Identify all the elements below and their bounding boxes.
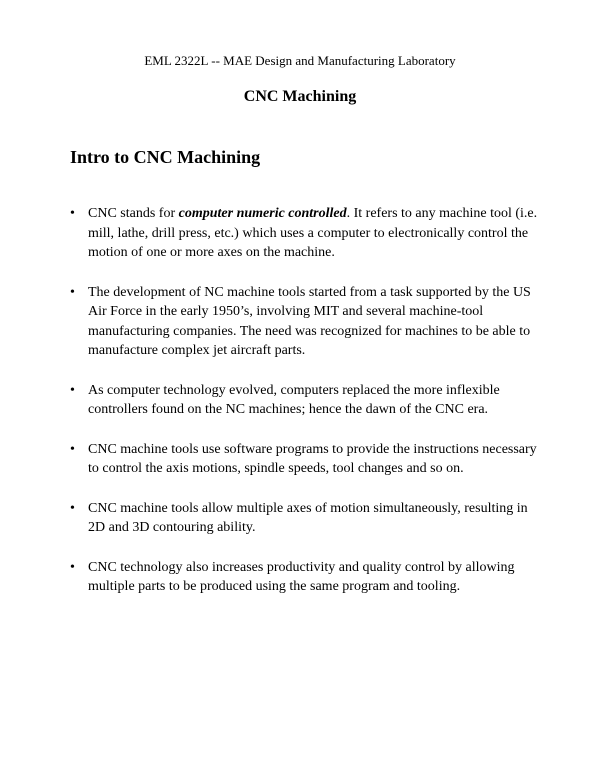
bullet-item-5 — [70, 499, 540, 538]
bullet-dot-icon: • — [70, 559, 75, 575]
bullet-item-1 — [70, 204, 540, 263]
bullet-dot-icon: • — [70, 284, 75, 300]
bullet-dot-icon: • — [70, 382, 75, 398]
bullet-text: As computer technology evolved, computers replaced the more inflexible controllers found on the NC machines; hence the dawn of the CNC era. — [88, 382, 500, 417]
bullet-item-6 — [70, 558, 540, 597]
bullet-text: CNC machine tools use software programs to provide the instructions necessary to control the axis motions, spindle speeds, tool changes and so on. — [88, 441, 537, 476]
bullet-text: CNC technology also increases productivity and quality control by allowing multiple parts to be produced using the same program and tooling. — [88, 559, 515, 594]
bullet-text: CNC machine tools allow multiple axes of motion simultaneously, resulting in 2D and 3D contouring ability. — [88, 500, 528, 535]
section-heading: Intro to CNC Machining — [70, 147, 261, 167]
bullet-dot-icon: • — [70, 500, 75, 516]
bullet-dot-icon: • — [70, 206, 75, 221]
bullet-text: The development of NC machine tools started from a task supported by the US Air Force in the early 1950’s, involving MIT and several machine-tool manufacturing companies. The need was recognized for machines to be able to manufacture complex jet aircraft parts. — [88, 284, 531, 358]
bullet-item-2 — [70, 283, 540, 361]
bullet-emphasis: computer numeric controlled — [178, 206, 347, 221]
bullet-text-post: . It refers to any machine tool (i.e. mill, lathe, drill press, etc.) which uses a computer to electronically control the motion of one or more axes on the machine. — [88, 206, 538, 260]
bullet-text-pre: CNC stands for — [88, 206, 179, 221]
bullet-item-4 — [70, 440, 540, 479]
bullet-dot-icon: • — [70, 441, 75, 457]
course-header: EML 2322L -- MAE Design and Manufacturing Laboratory — [144, 53, 456, 68]
page-title: CNC Machining — [243, 88, 357, 105]
bullet-item-3 — [70, 381, 540, 420]
bullet-list — [70, 204, 540, 617]
